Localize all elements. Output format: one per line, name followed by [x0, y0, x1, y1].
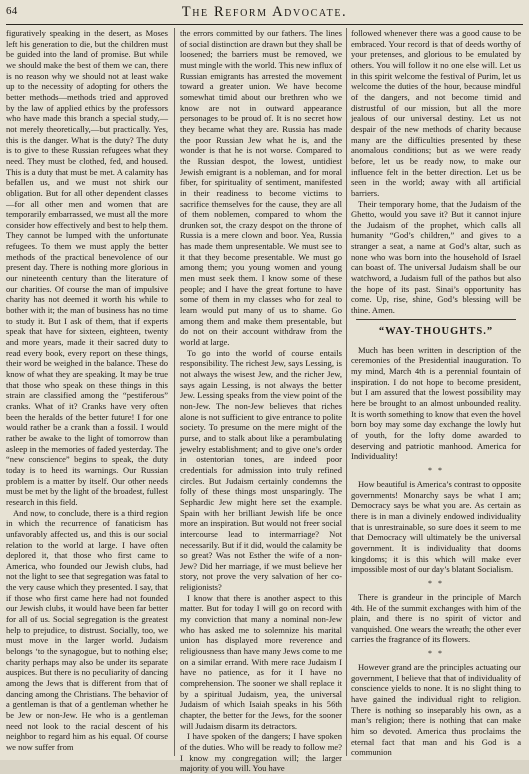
section-title: “WAY-THOUGHTS.” — [378, 325, 494, 337]
paragraph: the errors committed by our fathers. The lines of social distinction are drawn but they shall be loosened; the barriers must be removed, we must mingle with the world. This new influx of Russian emigrants has arrested the movement toward a greater union. We have become somewhat timid about our brethren who we know are not in outward appearance personages to be proud of. It is no secret how they became what they are. Russia has made the poor Russian Jew what he is, and the wonder is that he is not worse. Compared to the Russian despot, the lowest, untidiest Jewish emigrant is a nobleman, and for moral fiber, for spirituality of sentiment, manifested in their readiness to become victims to sacrifice themselves for the cause, they are all of them noblemen, compared to whom the drunken sot, the crazy despot on the throne of Russia is a mere clown and boor. Yea, Russia has made them unpresentable. We must see to it that they become presentable. We must go among them; you young women and young men must seek them. I know some of these people; and I have the great fortune to have some of them in my classes who for zeal to learn would put many of us to shame. Go among them and make them presentable, but do not on their account withdraw from the world at large. — [180, 28, 342, 348]
paragraph: Much has been written in description of the ceremonies of the Presidential inauguration. To my mind, March 4th is a perennial fountain of inspiration. I do not hope to become president, but I am assured that the lowest possibility may here be brought to an almost unbounded reality. It is worth something to know that even the hovel born boy may some day exchange the lowly hut of youth, for the lofty dome awarded to deserving and patriotic manhood. America for Individuality! — [351, 344, 521, 462]
asterism-separator: * * — [428, 649, 444, 659]
paragraph: To go into the world of course entails responsibility. The richest Jew, says Lessing, is not always the wisest Jew, and the richer Jew, says again Lessing, is not always the better Jew. Lessing speaks from the view point of the non-Jew. The non-Jew believes that riches alone is not sufficient to give entrance to polite society. To presume on the mere might of the purse, and to stalk about like a perambulating jewelry establishment; and to give one’s order in ostentorian tones, are indeed poor credentials for admission into truly refined circles. But Judaism certainly condemns the folly of these things most unsparingly. The Sephardic Jew might here set the example. Spain with her brilliant Jewish life be once more an inspiration. But would not freer social intercourse lead to intermarriage? Not necessarily. But if it did, would the calamity be so great? Was not Esther the wife of a non-Jew? Did her marriage, if we must believe her story, not prove the very salvation of her co-religionists? — [180, 347, 342, 593]
paragraph: Their temporary home, that the Judaism of the Ghetto, would you save it? But it cannot injure the Judaism of the prophet, which calls all humanity “God’s children,” and gives to a stranger a seat, a name at God’s altar, such as none who was born into the household of Israel can boast of. The universal Judaism shall be our watchword, a Judaism full of the pathos but also the hope of its past. Sinai’s opportunity has come. Up, rise, shine, God’s blessing will be thine. Amen. — [351, 198, 521, 316]
section-rule — [356, 319, 516, 320]
paragraph: I have spoken of the dangers; I have spoken of the duties. Who will be ready to follow me? I know my congregation will; the larger majority of you will. You have — [180, 731, 342, 774]
paragraph: And now, to conclude, there is a third region in which the recurrence of fanaticism has unfavorably affected us, and this is our social relation to the world at large. I have often deplored it, that those who first came to America, who founded our Jewish clubs, had not the light to see that segregation was fatal to the very cause which they presented. I say, that if those who first came here had not founded our Jewish clubs, it would have been far better for all of us. Social segregation is the greatest help to prejudice, to distrust. Socially, too, we must move in the larger world. Judaism belongs ‘to the synagogue, but to nothing else; charity perhaps may also be under its separate auspices. But there is no peculiarity of dancing among the Jews that is different from that of dancing among the Christians. The behavior of a gentleman is that of a gentleman whether he be Jew or non-Jew. He who is a gentleman need not look to the racial descent of his neighbor to regard him as his equal. Of course we now suffer from — [6, 507, 168, 752]
paragraph: I know that there is another aspect to this matter. But for today I will go on record with my conviction that many a nominal non-Jew who has asked me to solemnize his marital union has displayed more reverence and religiousness than have many Jews come to me on a similar errand. With mere race Judaism I have no patience, as for it I have no comprehension. The sooner we shall replace it by a spiritual Judaism, yea, the universal Judaism of which Isaiah speaks in his 56th chapter, the better for the Jews, for the sooner will Judaism disarm its detractors. — [180, 592, 342, 731]
paragraph: How beautiful is America’s contrast to opposite governments! Monarchy says be what I am; Democracy says be what you are. As certain as there is in man a divinely endowed individuality that is unrestrainable, so sure does it seem to me that Democracy will ultimately be the universal government. It is individuality that dooms kingdoms; it is this which will make ever impossible most of our day’s blatant Socialism. — [351, 478, 521, 575]
paragraph: However grand are the principles actuating our government, I believe that that of individuality of conscience yields to none. It is no slight thing to have gained the individual right to religion. There is nothing so inseparably his own, as a man’s religion; there is nothing that can make him so devoted. America thus proclaims the eternal fact that man and his God is a communion — [351, 662, 521, 758]
page-header — [0, 0, 529, 26]
paragraph: There is grandeur in the principle of March 4th. He of the summit exchanges with him of the plain, and there is no spirit of victor and vanquished. One wears the wreath; the other ever carries the fragrance of its flowers. — [351, 591, 521, 645]
column-3 — [351, 28, 521, 758]
header-rule — [6, 24, 523, 25]
masthead-title: The Reform Advocate. — [181, 4, 348, 20]
column-divider — [346, 28, 347, 756]
asterism-separator: * * — [428, 465, 444, 475]
column-1 — [6, 28, 168, 758]
page-number: 64 — [6, 5, 18, 17]
column-divider — [174, 28, 175, 756]
column-2 — [180, 28, 342, 774]
asterism-separator: * * — [428, 578, 444, 588]
paragraph: figuratively speaking in the desert, as Moses left his generation to die, but the children must be guided into the land of promise. But while we should make the best of them we can, there is no reason why we should not at least wake up to the necessity of adopting for others the better methods—methods tried and approved by the law of applied ethics by the professors who have made this branch a special study,—not merely theoretically,—but practically. Yes, this is the danger. What is the duty? The duty is to give to these Russian refugees what they need. They must be clothed, fed, and housed. This is a duty that must be met. A calamity has befallen us, and we must not shirk our obligation. But for all other dependent classes—for all other men and women that are temporarily embarrassed, we must all the more consider how effectively and best to help them. They cannot be lumped with the unfortunate refugees. To them we must apply the better methods of the practical benevolence of our present day. There is nothing more glorious in our nineteenth century than the literature of our charities. Of course the man of impulsive charity has not deemed it worth his while to bother with it; the man of business has no time to study it. But I ask of them, that if experts speak that have for sixteen, eighteen, twenty and more years, made it their sacred duty to read every book, every report on these things, their word be weighed in the balance. These do know of what they are speaking. It may be true that those who speak on these things in this strain are classified among the “pestiferous” cranks. What of it? Cranks have very often been the heralds of the better future! I for one would rather be a crank than a fossil. I would rather be awake to the light of tomorrow than asleep in the memories of faded yesterday. The “new conscience” begins to speak, the duty today is to heed its warnings. Our Russian problem is a matter by itself. Our other needs must be met by the light of the broadest, fullest research in this field. — [6, 28, 168, 507]
paragraph: followed whenever there was a good cause to be embraced. Your record is that of deeds worthy of your pretenses, and glorious to be emulated by others. You will follow it no one else will. Let us in this spirit welcome the festival of Purim, let us welcome the duties of the hour, because mindful of the dangers, and not become timid and distrustful of our mission, but all the more jealous of our universal destiny. Let us not despair of the new methods of charity because many are the difficulties presented by these anomalous conditions; but as we were ready before, let us be ready now, to make our influence felt in the better direction. Let us be seen in the world; away with all artificial barriers. — [351, 28, 521, 198]
